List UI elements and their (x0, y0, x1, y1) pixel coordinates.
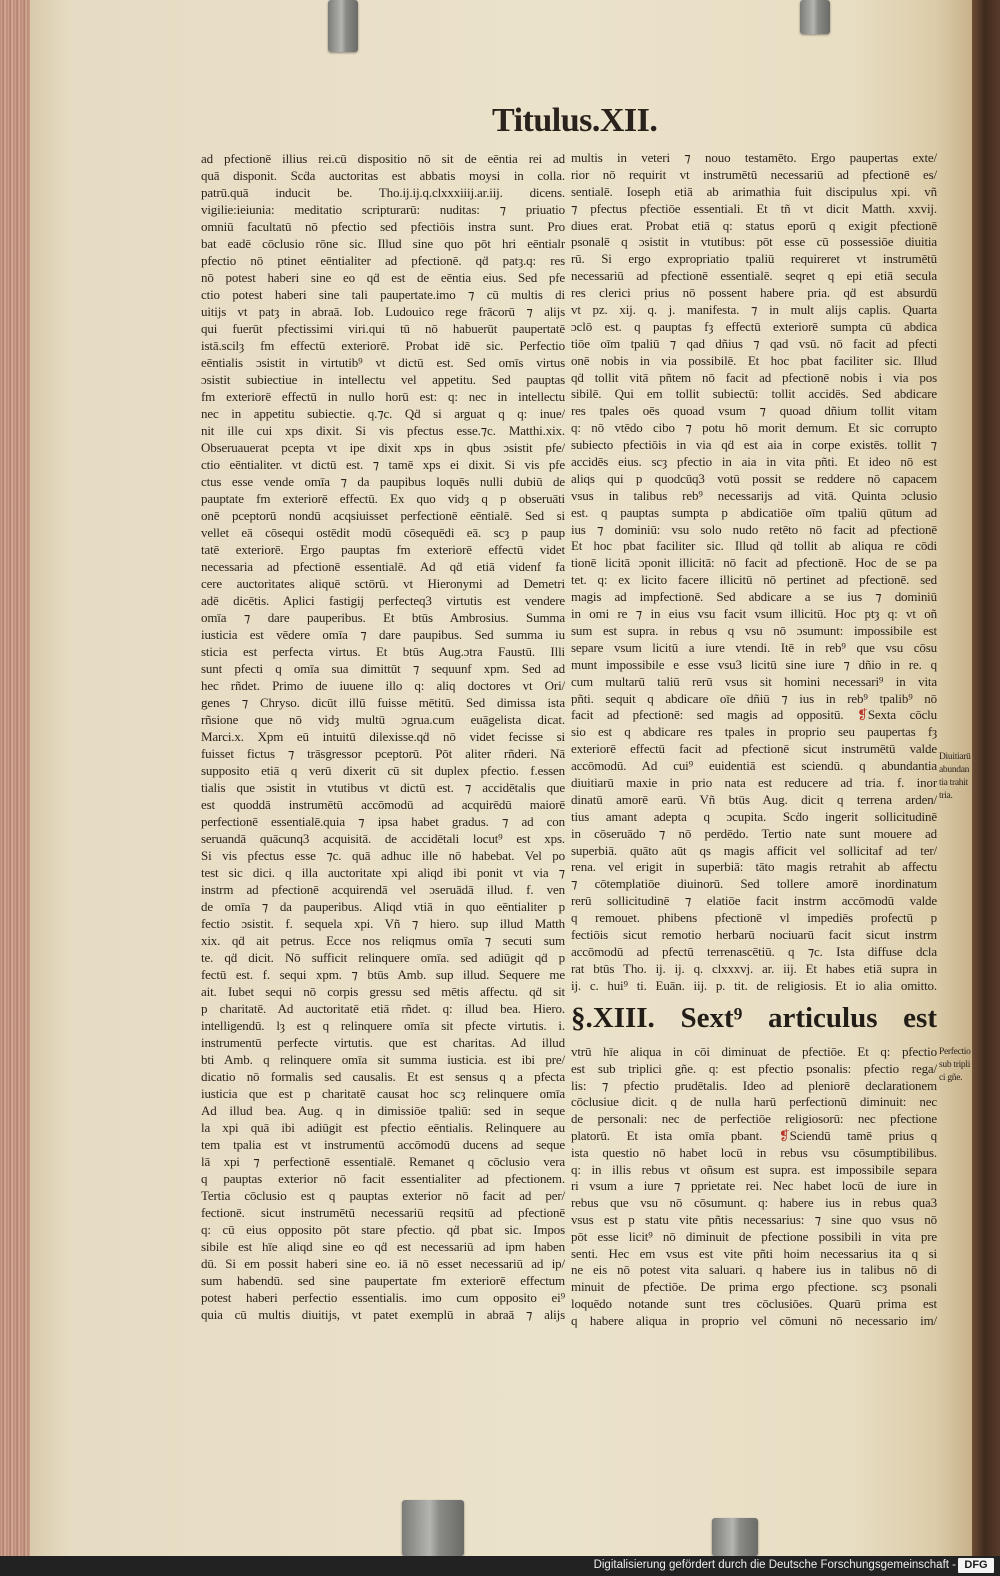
text-line: exteriorē effectū facit ad pfectionē sicut instrumētū valde (571, 741, 937, 757)
text-line: instrm ad pfectionē acquirendā vel ɔseruādā illud. f. ven (201, 882, 565, 897)
stacked-page-edges (0, 0, 34, 1556)
text-line: vigilie:ieiunia: meditatio scripturarū: nuditas: ⁊ priuatio (201, 202, 565, 217)
text-line: Si vis pfectus esse ⁊c. quā adhuc ille nō habebat. Vel po (201, 848, 565, 863)
book-clamp-top-right (800, 0, 830, 34)
text-line: in cōseruādo ⁊ nō perdēdo. Tertio nate sunt mouere ad (571, 825, 937, 841)
text-line: tiōe oīm tpaliū ⁊ qad dñius ⁊ qad vsū. nō facit ad pfecti (571, 335, 937, 351)
text-line: fm exteriorē effectū in nullo horū est: q: nec in intellectu (201, 389, 565, 404)
text-line: eēntialis ɔsistit in virtutib⁹ vt dictū est. Sed omīs virtus (201, 355, 565, 370)
text-line: rior nō requirit vt instrumētū necessariū ad pfectionē es/ (571, 166, 937, 182)
text-line: fectionē. sicut instrumētū necessariū reqsitū ad pfectionē (201, 1205, 565, 1220)
text-line: ista questio nō habet locū in rebus vsu cōsumptibilibus. (571, 1144, 937, 1160)
text-line: bti Amb. q relinquere omīa sit summa iusticia. est ibi pre/ (201, 1052, 565, 1067)
text-line: Obseruauerat pcepta vt ipe dixit xps in qbus ɔsistit pfe/ (201, 440, 565, 455)
text-line: accōmodū ad pfectū terrenascētiū. q ⁊c. Ista diffuse dcla (571, 943, 937, 959)
text-line: sio est q abdicare res tpales in proprio seu paupertas fȝ (571, 724, 937, 740)
text-line: bat eadē cōclusio rōne sic. Illud sine quo pōt hri eēntialr (201, 236, 565, 251)
text-line: est. q pauptas sumpta p abdicatiōe oīm tpaliū qūtum ad (571, 504, 937, 520)
text-line: intelligendū. lȝ est q relinquere omīa sit pfecte virtutis. i. (201, 1018, 565, 1033)
text-line: res clerici prius nō possent habere pria. qḋ est absurdū (571, 285, 937, 301)
text-line: vt pz. xij. q. j. manifesta. ⁊ in mult alijs caplis. Quarta (571, 302, 937, 318)
text-line: la xpi quā ibi adiūgit est pfectio eēntialis. Relinquere au (201, 1120, 565, 1135)
text-line: ctio eēntialiter. vt dictū est. ⁊ tamē xps ei dixit. Si vis pfe (201, 457, 565, 472)
text-line: tatē exteriorē. Ergo pauptas fm exteriorē effectū videt (201, 542, 565, 557)
text-line: genes ⁊ Chryso. dicūt illū fuisse mētitū. Sed dimissa ista (201, 695, 565, 710)
text-line: sunt pfecti q omīa sua dimittūt ⁊ sequunf xpm. Sed ad (201, 661, 565, 676)
text-line: te. qḋ dicit. Nō sufficit relinquere omīa. sed adiūgit qḋ p (201, 950, 565, 965)
text-line: cere auctoritates aliquē sctōrū. vt Hieronymi ad Demetri (201, 576, 565, 591)
funding-credit: Digitalisierung gefördert durch die Deutsche Forschungsgemeinschaft - (593, 1559, 956, 1571)
text-line: psonalē q ɔsistit in vtutibus: pōt esse cū possessiōe diuitia (571, 234, 937, 250)
running-title: Titulus.XII. (492, 102, 658, 139)
text-line: test sic dici. q illa auctoritate xpi aliqd ibi ponit vt via ⁊ (201, 865, 565, 880)
footer-band (0, 1556, 1000, 1576)
text-line: p charitatē. Ad auctoritatē etiā rñdet. q: illud bea. Hiero. (201, 1001, 565, 1016)
text-line: q remouet. phibens pfectionē vl impediēs profectū p (571, 910, 937, 926)
text-line: qḋ tollit vitā pñtem nō facit ad pfectionē nobis i via pos (571, 369, 937, 385)
text-line: rena. vel erigit in superbiā: tāto magis retrahit ab affectu (571, 859, 937, 875)
text-line: perfectionē essentialē.quia ⁊ ipsa habet gradus. ⁊ ad con (201, 814, 565, 829)
text-line: dicatio nō formalis sed causalis. Et est sensus q a pfecta (201, 1069, 565, 1084)
text-line: adē dicētis. Aplici fastigij perfecteq3 virtutis est vendere (201, 593, 565, 608)
text-line: ri vsum a iure ⁊ pprietate rei. Nec habet locū de iure in (571, 1178, 937, 1194)
text-line: ⁊ cōtemplatiōe diuinorū. Sed tollere amorē inordinatum (571, 876, 937, 892)
text-line: rat btūs Tho. ij. ij. q. clxxxvj. ar. iij. Et habes etiā supra in (571, 960, 937, 976)
book-binding (972, 0, 1000, 1556)
text-line: pñti. sequit q abdicare oīe dñiū ⁊ ius in reb⁹ tpalib⁹ nō (571, 690, 937, 706)
text-line: seruandā quācunq3 acquisitā. de accidētali locut⁹ est xps. (201, 831, 565, 846)
text-line: ij. c. hui⁹ ti. Euān. iij. p. tit. de religiosis. Et io alia omitto. (571, 977, 937, 993)
text-line: sibile est hīe aliqd sine eo qḋ est necessariū ad ipm haben (201, 1239, 565, 1254)
text-line: iusticia est vēdere omīa ⁊ dare paupibus. Sed summa iu (201, 627, 565, 642)
text-line: ius ⁊ dominiū: vsu solo nudo retēto nō facit ad pfectionē (571, 521, 937, 537)
text-line: de omīa ⁊ da pauperibus. Aliqd vtiā in quo eēntialiter p (201, 899, 565, 914)
text-line: accidēs eius. scȝ pfectio in aia in vita pñti. Et ideo nō est (571, 454, 937, 470)
text-line: fuisset fictus ⁊ trāsgressor pceptorū. Pōt aliter rñderi. Nā (201, 746, 565, 761)
text-line: cum multarū taliū rerū vsus sit homini necessari⁹ in vita (571, 673, 937, 689)
text-line: munt impossibile e esse vsu3 licitū sine iure ⁊ dñio in re. q (571, 656, 937, 672)
text-line: supposito etiā q verū dixerit cū sit duplex pfectio. f.essen (201, 763, 565, 778)
text-line: quā disponit. Scḋa auctoritas est abbatis moysi in colla. (201, 168, 565, 183)
text-line: rebus que vsu nō cōsumunt. q: habere ius in rebus qua3 (571, 1195, 937, 1211)
text-line: uitijs vt patȝ in abraā. Iob. Ludouico rege frācorū ⁊ alijs (201, 304, 565, 319)
text-line: hec rñdet. Primo de iuuene illo q: aliq doctores vt Ori/ (201, 678, 565, 693)
text-line: ɔclō est. q pauptas fȝ effectū exteriorē sumpta cū abdica (571, 318, 937, 334)
text-line: dū. Si em possit haberi sine eo. iā nō esset necessariū ad ip/ (201, 1256, 565, 1271)
text-line: patrū.quā inducit be. Tho.ij.ij.q.clxxxiiij.ar.iij. dicens. (201, 185, 565, 200)
text-line: in omi re ⁊ in eius vsu facit vsum illicitū. Hoc ptȝ q: vt oñ (571, 606, 937, 622)
text-line: dinatū amorē earū. Vñ btūs Aug. dicit q terrena arden/ (571, 791, 937, 807)
text-line: rerū sollicitudinē ⁊ elatiōe facit instrm accōmodū valde (571, 893, 937, 909)
text-line: Marci.x. Xpm eū intuitū dilexisse.qḋ nō videt fecisse si (201, 729, 565, 744)
marginal-note-line: Diuitiarū (939, 752, 971, 762)
text-line: diuitiarū maxie in prio nata est reducere ad tria. f. inor (571, 774, 937, 790)
text-line: ctus esse vende omīa ⁊ da paupibus loquēs nulli dubiū de (201, 474, 565, 489)
left-text-column (201, 150, 565, 1323)
text-line: separe vsum licitū a iure vtendi. Itē in reb⁹ que vsu cōsu (571, 639, 937, 655)
text-line: ne eis nō potest vita saluari. q habere ius in talibus nō di (571, 1262, 937, 1278)
text-line: sibilē. Qui em tollit subiectū: tollit accidēs. Sed abdicare (571, 386, 937, 402)
text-line: tius amant adepta q ɔcupita. Scḋo ingerit sollicitudinē (571, 808, 937, 824)
text-line: qui fuerūt pfectissimi viri.qui tū nō habuerūt paupertatē (201, 321, 565, 336)
text-line: sticia est perfecta virtus. Et btūs Aug.ɔtra Faustū. Illi (201, 644, 565, 659)
text-line: q: in illis rebus vt oñsum est supra. est impossibile separa (571, 1161, 937, 1177)
book-clamp-bottom-left (402, 1500, 464, 1556)
text-line: aliqs qui p quodcūq3 votū possit se reddere nō capacem (571, 470, 937, 486)
text-line: potest haberi perfectio essentialis. imo cum opposito ei⁹ (201, 1290, 565, 1305)
book-clamp-top-left (328, 0, 358, 52)
text-line: fectiōis sicut remotio herbarū nociuarū facit sicut instrm (571, 926, 937, 942)
text-line: Et hoc pbat faciliter sic. Illud qḋ tollit ab aliqua re cōdi (571, 538, 937, 554)
text-line: pōt esse licit⁹ nō diminuit de pfectione possibili in vita pre (571, 1228, 937, 1244)
marginal-note-perfection (939, 1046, 975, 1085)
text-line: fectio ɔsistit. f. sequela xpi. Vñ ⁊ hiero. sup illud Matth (201, 916, 565, 931)
marginal-note-line: tia trahit (939, 778, 968, 788)
paragraph-mark: ❡ (778, 1127, 790, 1143)
text-line: pauptate fm exteriorē effectū. Ex quo vidȝ q p obseruāti (201, 491, 565, 506)
text-line: tet. q: ex licito facere illicitū nō pertinet ad pfectionē. sed (571, 572, 937, 588)
text-line: vsus est p statu vite pñtis necessarius: ⁊ sine quo vsus nō (571, 1211, 937, 1227)
text-line: rñsione que nō vidȝ multū ɔgrua.cum euāgelista dicat. (201, 712, 565, 727)
text-line: lā xpi ⁊ perfectionē essentialē. Remanet q cōclusio vera (201, 1154, 565, 1169)
text-line: necessariū ad pfectionē essentialē. seqret q epi etiā secula (571, 268, 937, 284)
text-line: necessaria ad pfectionē essentialē. Ad qḋ etiā videnf fa (201, 559, 565, 574)
text-line: instrumentū perfecte virtutis. que est charitas. Ad illud (201, 1035, 565, 1050)
text-line: ctio potest haberi sine tali paupertate.imo ⁊ cū multis di (201, 287, 565, 302)
text-line: omniū facultatū nō pfectio sed pfectiōis instra sunt. Pro (201, 219, 565, 234)
marginal-note-line: tria. (939, 791, 953, 801)
marginal-note-wealth (939, 751, 975, 803)
text-line: Ad illud bea. Aug. q in dimissiōe tpaliū: sed in seque (201, 1103, 565, 1118)
text-line: Tertia cōclusio est q pauptas exterior nō facit ad per/ (201, 1188, 565, 1203)
text-line: sentialē. Ioseph etiā ab arimathia fuit discipulus xpi. vñ (571, 183, 937, 199)
text-line: quia cū multis diuitijs, vt patet exemplū in abraā ⁊ alijs (201, 1307, 565, 1322)
text-line: cōclusiue dicit. q de nulla harū perfectionū diminuit: nec (571, 1094, 937, 1110)
text-line: onē pceptorū nondū acqsiuisset perfectionē eēntialē. Sed si (201, 508, 565, 523)
text-line: res tpales oēs quoad vsum ⁊ quoad dñium tollit vitam (571, 403, 937, 419)
text-line: superbiā. quāto aūt qs magis afficit vel sollicitaf ad ter/ (571, 842, 937, 858)
text-line: nec in appetitu subiectie. q.⁊c. Qḋ si arguat q q: inue/ (201, 406, 565, 421)
text-line: est quoddā instrumētū accōmodū ad acquirēdū maiorē (201, 797, 565, 812)
text-line: ɔsistit subiectiue in intellectu vel appetitu. Sed pauptas (201, 372, 565, 387)
text-line: q: nō vtēdo cibo ⁊ potu hō morit demum. Et sic corrupto (571, 420, 937, 436)
text-line: iusticia que est p charitatē causat hoc scȝ relinquere omīa (201, 1086, 565, 1101)
text-line: istā.scilȝ fm effectū exteriorē. Probat idē sic. Perfectio (201, 338, 565, 353)
text-line: accōmodū. Ad cui⁹ euidentiā est sciendū. q abundantia (571, 758, 937, 774)
text-line: ⁊ pfectus pfectiōe essentiali. Et tñ vt dicit Matth. xxvij. (571, 200, 937, 216)
text-line: nit ille cui xps dixit. Si vis pfectus esse.⁊c. Matthi.xix. (201, 423, 565, 438)
text-line: lis: ⁊ pfectio prudētalis. Ideo ad pleniorē declarationem (571, 1077, 937, 1093)
section-heading: §.XIII. Sext⁹ articulus est (571, 1002, 937, 1034)
text-line: ait. Iubet sequi nō corpis gressu sed mētis affectu. qḋ sit (201, 984, 565, 999)
text-line: est sub triplici gñe. q: est pfectio psonalis: pfectio rega/ (571, 1060, 937, 1076)
text-line: platorū. Et ista omīa pbant. ❡Sciendū tamē prius q (571, 1127, 937, 1143)
text-line: tionē licitā ɔponit illicitā: nō facit ad pfectionē. Hoc de se pa (571, 555, 937, 571)
text-line: vtrū hīe aliqua in cōi diminuat de pfectiōe. Et q: pfectio (571, 1044, 937, 1059)
text-line: loquēdo notande sunt tres cōclusiōes. Quarū prima est (571, 1295, 937, 1311)
dfg-logo: DFG (958, 1558, 994, 1573)
text-line: sum habendū. sed sine paupertate fm exteriorē effectum (201, 1273, 565, 1288)
text-line: q: cū eius opposito pōt stare pfectio. qḋ pbat sic. Impos (201, 1222, 565, 1237)
text-line: fectū est. f. sequi xpm. ⁊ btūs Amb. sup illud. Sequere me (201, 967, 565, 982)
right-text-column-upper (571, 150, 937, 995)
text-line: sum est supra. in rebus q vsu nō ɔsumunt: impossibile est (571, 622, 937, 638)
text-line: multis in veteri ⁊ nouo testamēto. Ergo paupertas exte/ (571, 150, 937, 165)
text-line: omīa ⁊ dare pauperibus. Et btūs Ambrosius. Summa (201, 610, 565, 625)
text-line: pfectio nō ptinet eēntialiter ad pfectionē. qḋ patȝ.q: res (201, 253, 565, 268)
text-line: q habere aliqua in proprio vel cōmuni nō necessario im/ (571, 1312, 937, 1328)
text-line: vellet eā cōsequi ostēdit modū cōsequēdi eā. scȝ p paup (201, 525, 565, 540)
text-line: senti. Hec em vsus est vite pñti hoim necessarius ita q si (571, 1245, 937, 1261)
book-clamp-bottom-right (712, 1518, 758, 1556)
text-line: ad pfectionē illius rei.cū dispositio nō sit de eēntia rei ad (201, 151, 565, 166)
marginal-note-line: Perfectio (939, 1047, 971, 1057)
text-line: minuit de pfectiōe. De prima ergo pfectione. scȝ psonali (571, 1279, 937, 1295)
text-line: subiecto pfectiōis in via qḋ est aia in corpe existēs. tollit ⁊ (571, 437, 937, 453)
text-line: tialis que ɔsistit in vtutibus vt dictū est. ⁊ accidētalis que (201, 780, 565, 795)
text-line: magis ad impfectionē. Sed abdicare a se ius ⁊ dominiū (571, 589, 937, 605)
right-text-column-lower (571, 1044, 937, 1330)
marginal-note-line: abundan (939, 765, 970, 775)
marginal-note-line: ci gñe. (939, 1073, 963, 1083)
text-line: vsus in talibus reb⁹ necessarijs ad vitā. Quinta ɔclusio (571, 487, 937, 503)
text-line: xix. qḋ ait petrus. Ecce nos reliqmus omīa ⁊ secuti sum (201, 933, 565, 948)
marginal-note-line: sub tripli (939, 1060, 971, 1070)
text-line: diues erat. Probat etiā q: status eporū q exigit pfectionē (571, 217, 937, 233)
text-line: q pauptas exterior nō facit essentialiter ad pfectionem. (201, 1171, 565, 1186)
text-line: tem tpalia est vt instrumentū accōmodū ducens ad seque (201, 1137, 565, 1152)
text-line: nō potest haberi sine eo qḋ est de eēntia eius. Sed pfe (201, 270, 565, 285)
text-line: de personali: nec de perfectiōe religiosorū: nec pfectione (571, 1111, 937, 1127)
text-line: onē nobis in via possibilē. Et hoc pbat faciliter sic. Illud (571, 352, 937, 368)
paragraph-mark: ❡ (857, 707, 868, 723)
text-line: rū. Si ergo expropriatio tpaliū requireret vt instrumētū (571, 251, 937, 267)
text-line: facit ad pfectionē: sed magis ad oppositū. ❡Sexta cōclu (571, 707, 937, 723)
